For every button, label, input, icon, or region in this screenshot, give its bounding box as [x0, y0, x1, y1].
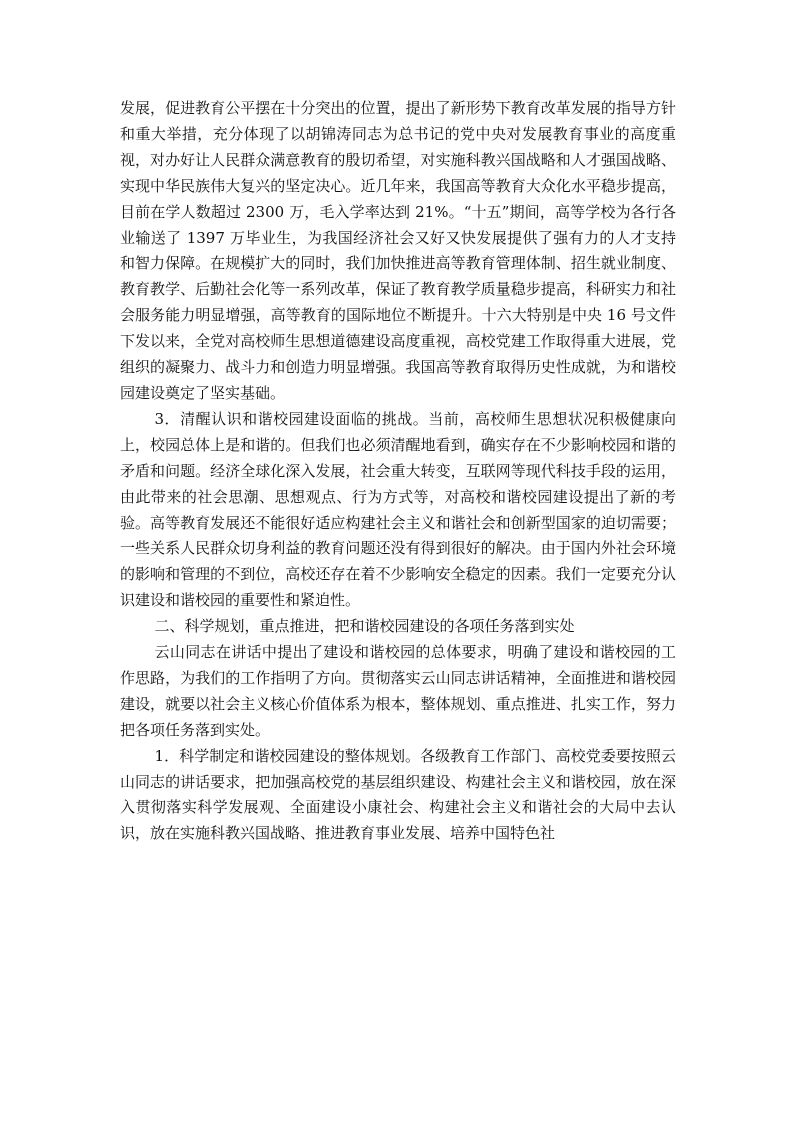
paragraph-overview: 云山同志在讲话中提出了建设和谐校园的总体要求，明确了建设和谐校园的工作思路，为我们的工作指明了方向。贯彻落实云山同志讲话精神，全面推进和谐校园建设，就要以社会主义核心价值体系为根本，整体规划、重点推进、扎实工作，努力把各项任务落到实处。: [120, 643, 676, 739]
paragraph-continuation: 发展，促进教育公平摆在十分突出的位置，提出了新形势下教育改革发展的指导方针和重大举措，充分体现了以胡锦涛同志为总书记的党中央对发展教育事业的高度重视，对办好让人民群众满意教育的殷切希望，对实施科教兴国战略和人才强国战略、实现中华民族伟大复兴的坚定决心。近几年来，我国高等教育大众化水平稳步提高，目前在学人数超过 2300 万，毛入学率达到 21%。“十五”期间，高等学校为各行各业输送了 1397 万毕业生，为我国经济社会又好又快发展提供了强有力的人才支持和智力保障。在规模扩大的同时，我们加快推进高等教育管理体制、招生就业制度、教育教学、后勤社会化等一系列改革，保证了教育教学质量稳步提高，科研实力和社会服务能力明显增强，高等教育的国际地位不断提升。十六大特别是中央 16 号文件下发以来，全党对高校师生思想道德建设高度重视，高校党建工作取得重大进展，党组织的凝聚力、战斗力和创造力明显增强。我国高等教育取得历史性成就，为和谐校园建设奠定了坚实基础。: [120, 99, 676, 402]
document-page: [120, 96, 676, 847]
paragraph-planning: 1．科学制定和谐校园建设的整体规划。各级教育工作部门、高校党委要按照云山同志的讲话要求，把加强高校党的基层组织建设、构建社会主义和谐校园，放在深入贯彻落实科学发展观、全面建设小康社会、构建社会主义和谐社会的大局中去认识，放在实施科教兴国战略、推进教育事业发展、培养中国特色社: [120, 746, 676, 843]
section-heading-2: 二、科学规划，重点推进，把和谐校园建设的各项任务落到实处: [154, 617, 575, 636]
paragraph-challenges: 3．清醒认识和谐校园建设面临的挑战。当前，高校师生思想状况积极健康向上，校园总体上是和谐的。但我们也必须清醒地看到，确实存在不少影响校园和谐的矛盾和问题。经济全球化深入发展，社会重大转变，互联网等现代科技手段的运用，由此带来的社会思潮、思想观点、行为方式等，对高校和谐校园建设提出了新的考验。高等教育发展还不能很好适应构建社会主义和谐社会和创新型国家的迫切需要；一些关系人民群众切身利益的教育问题还没有得到很好的解决。由于国内外社会环境的影响和管理的不到位，高校还存在着不少影响安全稳定的因素。我们一定要充分认识建设和谐校园的重要性和紧迫性。: [120, 409, 676, 610]
